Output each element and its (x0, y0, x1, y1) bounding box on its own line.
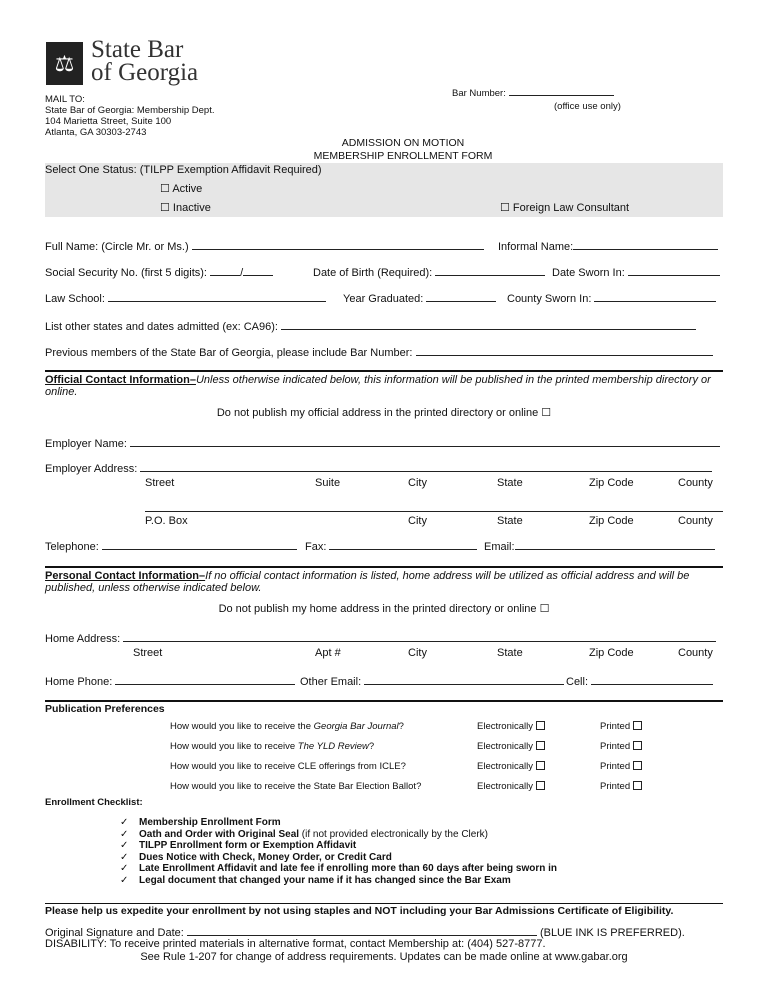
divider (45, 566, 723, 568)
mail-to-address (45, 94, 215, 138)
home-phone-field[interactable] (45, 675, 295, 688)
logo-line1: State Bar (91, 36, 184, 63)
dob-field[interactable] (313, 266, 545, 279)
year-graduated-field[interactable] (343, 292, 496, 305)
electronic-checkbox[interactable] (477, 741, 545, 752)
law-school-field[interactable] (45, 292, 326, 305)
section-note: If no official contact information is listed, home address will be utilized as official address and will be published, unless otherwise indicated below. (45, 570, 690, 594)
official-contact-heading (45, 374, 725, 398)
home-address-field[interactable] (45, 632, 716, 645)
checkbox-icon[interactable] (633, 761, 642, 770)
checkbox-icon[interactable] (536, 781, 545, 790)
option-label: Electronically (477, 781, 533, 792)
printed-checkbox[interactable] (600, 741, 642, 752)
checkbox-icon[interactable] (536, 761, 545, 770)
home-no-publish-checkbox[interactable]: Do not publish my home address in the printed directory or online ☐ (218, 603, 550, 615)
checkbox-icon[interactable] (633, 721, 642, 730)
field-label: County Sworn In: (507, 293, 592, 305)
item-text: Oath and Order with Original Seal (139, 828, 300, 840)
field-label: Fax: (305, 541, 327, 553)
item-text: Legal document that changed your name if it has changed since the Bar Exam (139, 874, 511, 886)
field-label: Previous members of the State Bar of Georgia, please include Bar Number: (45, 347, 413, 359)
field-label: Telephone: (45, 541, 99, 553)
logo-line2: of Georgia (91, 59, 199, 86)
county-sworn-field[interactable] (507, 292, 716, 305)
publication-question (170, 761, 406, 772)
other-states-field[interactable] (45, 320, 696, 333)
status-flc-checkbox[interactable]: ☐ Foreign Law Consultant (500, 202, 630, 214)
electronic-checkbox[interactable] (477, 781, 545, 792)
q-text: How would you like to receive the State Bar Election Ballot? (170, 781, 422, 792)
status-active-checkbox[interactable]: ☐ Active (160, 183, 203, 195)
divider (45, 903, 723, 904)
bar-number-field[interactable] (452, 86, 614, 99)
option-label: Printed (600, 781, 631, 792)
addr-label: City (408, 477, 427, 489)
checklist-item (120, 840, 357, 851)
field-label: Full Name: (Circle Mr. or Ms.) (45, 241, 189, 253)
bar-number-label: Bar Number: (452, 88, 506, 99)
section-heading: Personal Contact Information– (45, 570, 206, 582)
electronic-checkbox[interactable] (477, 721, 545, 732)
divider (45, 700, 723, 702)
item-text: Membership Enrollment Form (139, 817, 281, 828)
checkbox-icon[interactable] (536, 741, 545, 750)
checklist-item (120, 828, 489, 840)
q-text: How would you like to receive CLE offerings from ICLE? (170, 761, 406, 772)
field-label: Date Sworn In: (552, 267, 625, 279)
checkbox-icon[interactable] (633, 781, 642, 790)
staples-notice: Please help us expedite your enrollment by not using staples and NOT including your Bar Admissions Certificate of Eligibility. (45, 905, 674, 917)
addr-label: City (408, 647, 427, 659)
previous-member-field[interactable] (45, 346, 713, 359)
field-label: Other Email: (300, 676, 362, 688)
field-label: Year Graduated: (343, 293, 424, 305)
publication-heading: Publication Preferences (45, 703, 165, 715)
date-sworn-field[interactable] (552, 266, 720, 279)
item-text: Dues Notice with Check, Money Order, or Credit Card (139, 851, 392, 863)
other-email-field[interactable] (300, 675, 564, 688)
field-label: Employer Name: (45, 438, 127, 450)
field-label: Cell: (566, 676, 589, 688)
informal-name-field[interactable] (498, 240, 718, 253)
disability-note: DISABILITY: To receive printed materials in alternative format, contact Membership at: (404) 527-8777. (45, 938, 546, 950)
addr-label: Street (133, 647, 163, 659)
official-no-publish-checkbox[interactable]: Do not publish my official address in the printed directory or online ☐ (216, 407, 552, 419)
email-field[interactable] (484, 540, 715, 553)
fax-field[interactable] (305, 540, 477, 553)
cell-field[interactable] (566, 675, 713, 688)
option-label: Electronically (477, 741, 533, 752)
check-icon: ✓ (120, 828, 129, 840)
employer-address-field[interactable] (45, 462, 712, 475)
blue-ink-note: (BLUE INK IS PREFERRED). (539, 927, 685, 939)
q-text: ? (368, 741, 375, 752)
telephone-field[interactable] (45, 540, 297, 553)
field-label: Email: (484, 541, 515, 553)
addr-label: Apt # (315, 647, 341, 659)
checklist-item (120, 817, 281, 828)
item-text: Late Enrollment Affidavit and late fee if enrolling more than 60 days after being sworn in (139, 863, 558, 874)
ssn-field[interactable] (45, 266, 273, 279)
section-heading: Official Contact Information– (45, 374, 196, 386)
option-label: Foreign Law Consultant (512, 202, 630, 214)
check-icon: ✓ (120, 863, 129, 874)
page-title (0, 137, 768, 163)
option-label: Printed (600, 761, 631, 772)
addr-label: Street (145, 477, 175, 489)
publication-question (170, 741, 374, 752)
option-label: Electronically (477, 761, 533, 772)
option-label: Printed (600, 721, 631, 732)
title-line2: MEMBERSHIP ENROLLMENT FORM (313, 150, 493, 162)
option-label: Printed (600, 741, 631, 752)
mail-to-line: 104 Marietta Street, Suite 100 (45, 116, 172, 127)
field-label: Date of Birth (Required): (313, 267, 433, 279)
addr-label: Suite (315, 477, 341, 489)
option-label: Inactive (172, 202, 211, 214)
field-label: Home Address: (45, 633, 121, 645)
option-label: Electronically (477, 721, 533, 732)
printed-checkbox[interactable] (600, 781, 642, 792)
check-icon: ✓ (120, 817, 129, 828)
status-inactive-checkbox[interactable]: ☐ Inactive (160, 202, 211, 214)
field-label: Informal Name: (498, 241, 574, 253)
field-label: List other states and dates admitted (ex: CA96): (45, 321, 278, 333)
addr-label: County (678, 477, 713, 489)
logo (46, 36, 226, 88)
field-label: Original Signature and Date: (45, 927, 184, 939)
option-label: Active (172, 183, 203, 195)
personal-contact-heading (45, 570, 725, 594)
mail-to-line: Atlanta, GA 30303-2743 (45, 127, 147, 138)
logo-scales-icon: ⚖ (46, 42, 83, 85)
mail-to-line: State Bar of Georgia: Membership Dept. (45, 105, 215, 116)
publication-question (170, 781, 421, 792)
printed-checkbox[interactable] (600, 761, 642, 772)
divider (45, 370, 723, 372)
addr-label: State (497, 477, 523, 489)
item-note: (if not provided electronically by the Clerk) (299, 828, 489, 840)
field-label: Employer Address: (45, 463, 138, 475)
checklist-item (120, 851, 392, 863)
q-text: How would you like to receive the (170, 721, 314, 732)
q-title: The YLD Review (297, 741, 369, 752)
addr-label: State (497, 515, 523, 527)
field-label: Home Phone: (45, 676, 113, 688)
printed-checkbox[interactable] (600, 721, 642, 732)
section-note: Unless otherwise indicated below, this information will be published in the printed membership directory or online. (45, 374, 711, 398)
ssn-separator: / (240, 267, 244, 279)
checkbox-icon[interactable] (536, 721, 545, 730)
addr-label: County (678, 515, 713, 527)
q-title: Georgia Bar Journal (313, 721, 399, 732)
title-line1: ADMISSION ON MOTION (341, 137, 465, 149)
addr-label: State (497, 647, 523, 659)
office-use-note: (office use only) (554, 101, 621, 112)
checklist-heading: Enrollment Checklist: (45, 797, 143, 808)
field-label: Law School: (45, 293, 105, 305)
q-text: ? (398, 721, 404, 732)
rule-note: See Rule 1-207 for change of address requirements. Updates can be made online at www.gabar.org (140, 951, 628, 963)
check-icon: ✓ (120, 874, 129, 886)
mail-to-line: MAIL TO: (45, 94, 85, 105)
po-box-line[interactable] (145, 502, 723, 512)
status-label: Select One Status: (TILPP Exemption Affidavit Required) (45, 164, 322, 176)
field-label: Social Security No. (first 5 digits): (45, 267, 207, 279)
addr-label: Zip Code (589, 515, 634, 527)
employer-name-field[interactable] (45, 437, 720, 450)
addr-label: Zip Code (589, 477, 634, 489)
addr-label: County (678, 647, 713, 659)
publication-question (170, 721, 404, 732)
checkbox-icon[interactable] (633, 741, 642, 750)
full-name-field[interactable] (45, 240, 484, 253)
check-icon: ✓ (120, 851, 129, 863)
q-text: How would you like to receive (170, 741, 298, 752)
addr-label: City (408, 515, 427, 527)
electronic-checkbox[interactable] (477, 761, 545, 772)
item-text: TILPP Enrollment form or Exemption Affidavit (139, 840, 357, 851)
checklist-item (120, 863, 558, 874)
checklist-item (120, 874, 511, 886)
check-icon: ✓ (120, 840, 129, 851)
addr-label: P.O. Box (145, 515, 188, 527)
addr-label: Zip Code (589, 647, 634, 659)
